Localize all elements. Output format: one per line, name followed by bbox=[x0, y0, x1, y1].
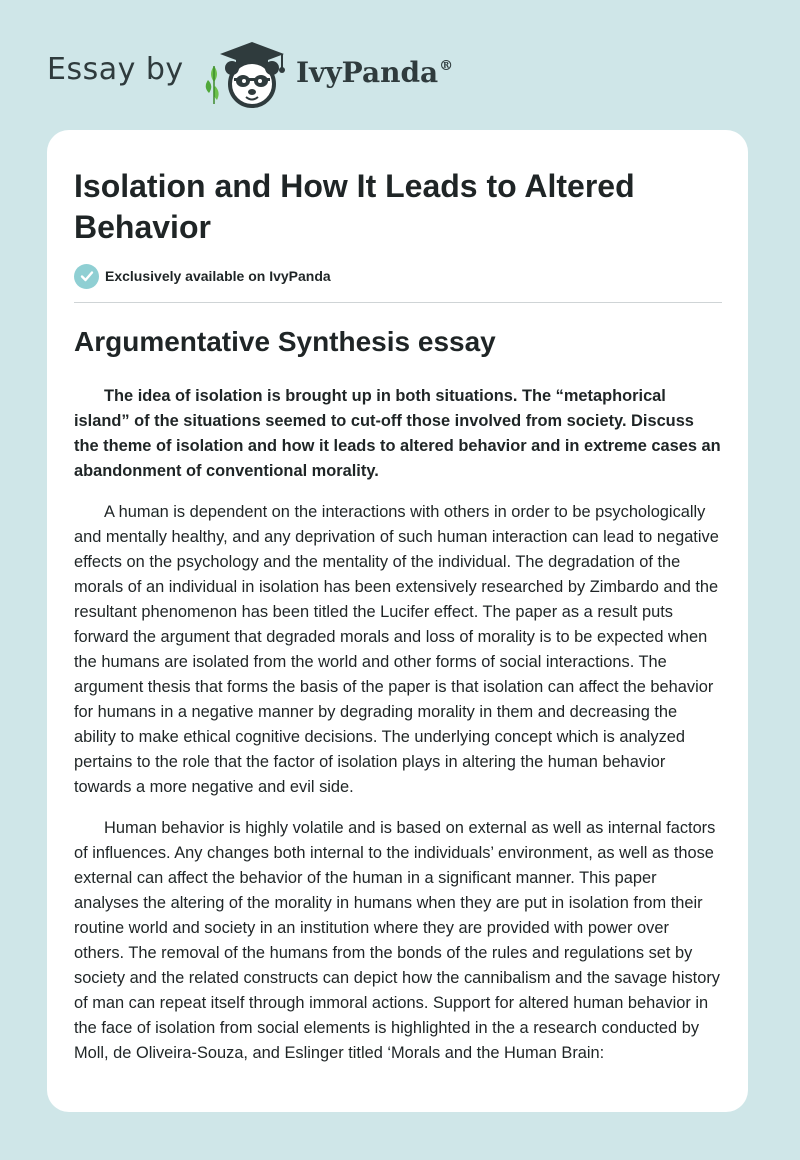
divider bbox=[74, 302, 722, 303]
site-header bbox=[0, 0, 800, 130]
brand-text: IvyPanda bbox=[296, 56, 439, 89]
paragraph-2: Human behavior is highly volatile and is based on external as well as internal factors of influences. Any changes both internal to the individuals’ environment, as well as those external can affect the behavior of the human in a significant manner. This paper analyses the altering of the morality in humans when they are put in isolation from their routine world and society in an institution where they are provided with power over others. The removal of the humans from the bonds of the rules and regulations set by society and the related constructs can depict how the cannibalism and the savage history of man can repeat itself through immoral actions. Support for altered human behavior in the face of isolation from social elements is highlighted in the a research conducted by Moll, de Oliveira-Souza, and Eslinger titled ‘Morals and the Human Brain: bbox=[74, 819, 720, 1062]
essay-card bbox=[47, 130, 748, 1112]
essay-type-heading: Argumentative Synthesis essay bbox=[74, 326, 496, 357]
exclusive-label: Exclusively available on IvyPanda bbox=[105, 268, 331, 284]
ivypanda-brand-name[interactable] bbox=[296, 56, 453, 89]
check-icon bbox=[74, 264, 99, 289]
ivypanda-logo-icon[interactable] bbox=[200, 36, 296, 110]
exclusive-badge bbox=[74, 263, 331, 289]
essay-title: Isolation and How It Leads to Altered Behavior bbox=[74, 168, 635, 245]
paragraph-1: A human is dependent on the interactions with others in order to be psychologically and mentally healthy, and any deprivation of such human interaction can lead to negative effects on the psychology and the mentality of the individual. The degradation of the morals of an individual in isolation has been extensively researched by Zimbardo and the resultant phenomenon has been titled the Lucifer effect. The paper as a result puts forward the argument that degraded morals and loss of morality is to be expected when the humans are isolated from the world and other forms of social interactions. The argument thesis that forms the basis of the paper is that isolation can affect the behavior for humans in a negative manner by degrading morality in them and decreasing the ability to make ethical cognitive decisions. The underlying concept which is analyzed pertains to the role that the factor of isolation plays in altering the human behavior towards a more negative and evil side. bbox=[74, 503, 719, 796]
essay-by-label: Essay by bbox=[47, 52, 184, 87]
essay-prompt: The idea of isolation is brought up in both situations. The “metaphorical island” of the situations seemed to cut-off those involved from society. Discuss the theme of isolation and how it leads to altered behavior and in extreme cases an abandonment of conventional morality. bbox=[74, 387, 721, 480]
registered-mark: ® bbox=[439, 58, 454, 74]
essay-body bbox=[74, 384, 722, 1082]
